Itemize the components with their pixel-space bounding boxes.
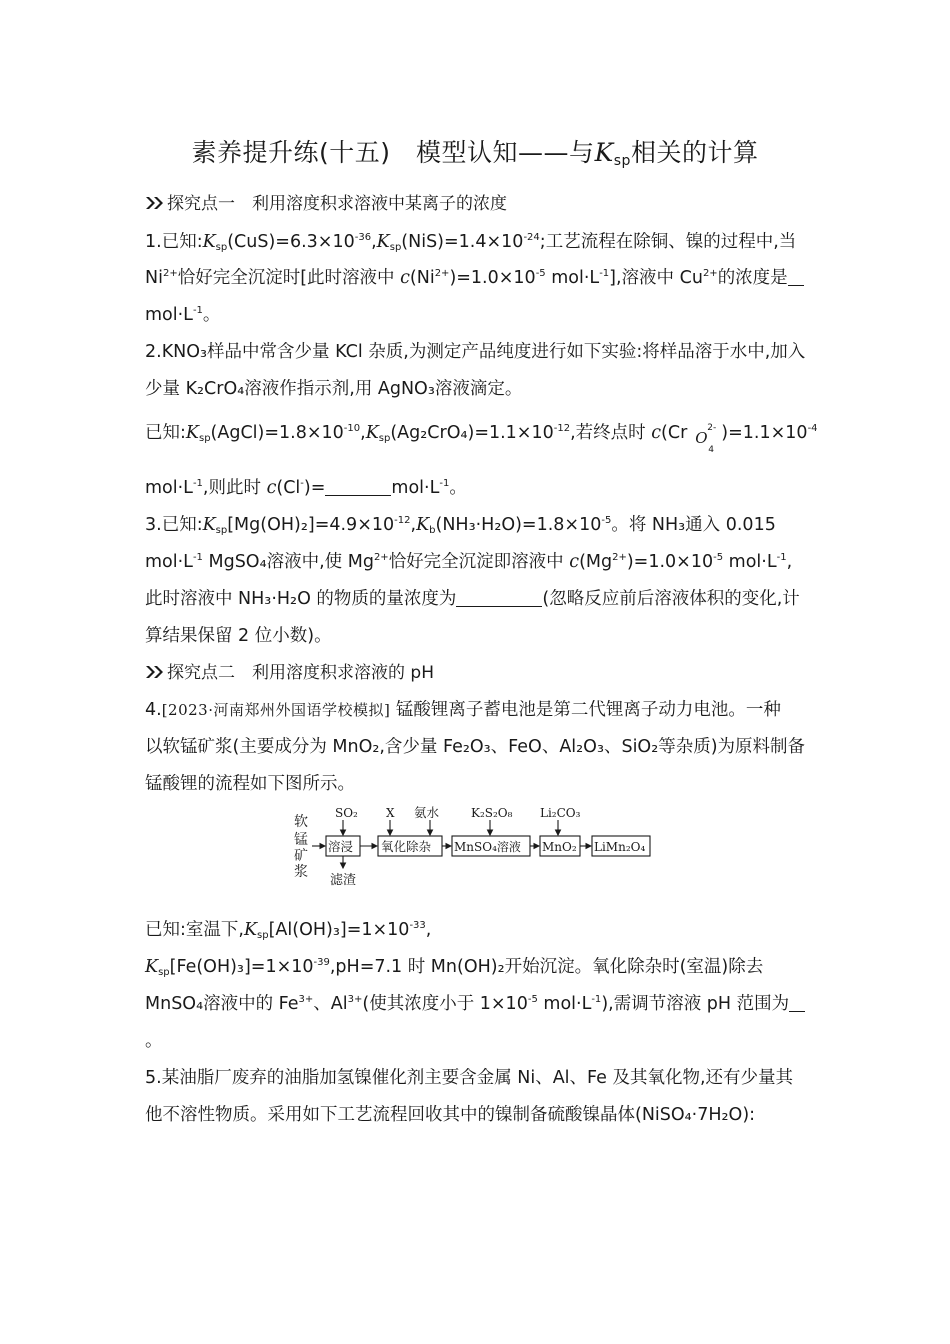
answer-blank[interactable] <box>456 588 542 607</box>
q5-line-1: 5.某油脂厂废弃的油脂加氢镍催化剂主要含金属 Ni、Al、Fe 及其氧化物,还有少量其 <box>145 1068 794 1088</box>
q1-line-1: 1.已知$:K_{sp}(CuS)=6.3\times 10^{-36},K_{sp}(NiS)=1.4\times 10^{-24}$;工艺流程在除铜、镍的过程中,当 <box>145 232 797 253</box>
q4-given-line-2: $K_{sp}[Fe(OH)_3]=1\times 10^{-39},pH=7.1$ 时 Mn(OH)₂开始沉淀。氧化除杂时(室温)除去 <box>145 957 764 978</box>
page-title: 素养提升练(十五) 模型认知——与$K_{sp}$相关的计算 <box>191 138 759 169</box>
flow-input-label: X <box>386 806 395 820</box>
question-source: [2023·河南郑州外国语学校模拟] <box>161 701 391 719</box>
section-heading-1: 探究点一 利用溶度积求溶液中某离子的浓度 <box>145 192 507 216</box>
flow-box-label: 氧化除杂 <box>381 839 432 854</box>
q4-given-line-4: 。 <box>145 1031 163 1051</box>
q4-given-line-3: MnSO₄溶液中的 $Fe^{3+}$、$Al^{3+}$(使其浓度小于 $1\times 10^{-5}$ $mol\cdot L^{-1}$),需调节溶液 pH 范围为 <box>145 992 805 1016</box>
flow-box-label: LiMn₂O₄ <box>594 840 646 854</box>
q2-line-4: $mol\cdot L^{-1}$,则此时 $c(Cl^-)= mol\cdot L^{-1}$。 <box>145 478 467 498</box>
chromate-ion: 2- O 4 <box>695 423 717 455</box>
flow-start-char: 锰 <box>294 832 308 848</box>
q2-line-1: 2.KNO₃样品中常含少量 KCl 杂质,为测定产品纯度进行如下实验:将样品溶于水中,加入 <box>145 342 806 362</box>
q3-line-2: $mol\cdot L^{-1}$ MgSO₄溶液中,使 $Mg^{2+}$恰好完全沉淀即溶液中 $c(Mg^{2+})=1.0\times 10^{-5}$ $mol\cdot L^{-1}$, <box>145 552 793 572</box>
flow-box-label: MnO₂ <box>542 840 577 854</box>
q3-line-1: 3.已知$:K_{sp}[Mg(OH)_2]=4.9\times 10^{-12},K_b(NH_3\cdot H_2O)=1.8\times 10^{-5}$。将 NH₃通入 0.015 <box>145 515 776 536</box>
q4-line-1: 4.[2023·河南郑州外国语学校模拟] 锰酸锂离子蓄电池是第二代锂离子动力电池。一种 <box>145 700 781 720</box>
double-chevron-icon <box>145 665 165 679</box>
q1-line-2: $Ni^{2+}$恰好完全沉淀时[此时溶液中 $c(Ni^{2+})=1.0\times 10^{-5}$ $mol\cdot L^{-1}$],溶液中 $Cu^{2+}$的浓度是 <box>145 266 804 290</box>
q3-line-4: 算结果保留 2 位小数)。 <box>145 626 332 646</box>
flow-start-char: 矿 <box>294 848 308 864</box>
section-heading-2: 探究点二 利用溶度积求溶液的 pH <box>145 661 434 685</box>
flow-input-label: SO₂ <box>335 806 358 820</box>
flow-input-label: K₂S₂O₈ <box>471 806 513 820</box>
flow-input-label: 氨水 <box>414 805 440 820</box>
q2-line-3: 已知$:K_{sp}(AgCl)=1.8\times 10^{-10},K_{sp}(Ag_2CrO_4)=1.1\times 10^{-12}$,若终点时 c(Cr 2- O 4 )$=1.1\times 10^{-4}$ <box>145 414 818 445</box>
process-flow-diagram <box>290 804 660 889</box>
flow-box-label: 溶浸 <box>328 839 354 854</box>
q4-line-3: 锰酸锂的流程如下图所示。 <box>145 774 355 794</box>
q1-line-3: $mol\cdot L^{-1}$。 <box>145 305 221 325</box>
q4-line-2: 以软锰矿浆(主要成分为 MnO₂,含少量 Fe₂O₃、FeO、Al₂O₃、SiO₂等杂质)为原料制备 <box>145 737 806 757</box>
q4-given-line-1: 已知:室温下$,K_{sp}[Al(OH)_3]=1\times 10^{-33}$, <box>145 920 432 941</box>
flow-start-char: 软 <box>294 814 308 830</box>
flow-start-char: 浆 <box>294 864 308 880</box>
q3-line-3: 此时溶液中 NH₃·H₂O 的物质的量浓度为 (忽略反应前后溶液体积的变化,计 <box>145 589 800 609</box>
q2-line-2: 少量 K₂CrO₄溶液作指示剂,用 AgNO₃溶液滴定。 <box>145 379 523 399</box>
q5-line-2: 他不溶性物质。采用如下工艺流程回收其中的镍制备硫酸镍晶体(NiSO₄·7H₂O): <box>145 1105 756 1125</box>
answer-blank[interactable] <box>788 267 804 286</box>
answer-blank[interactable] <box>789 993 805 1012</box>
double-chevron-icon <box>145 196 165 210</box>
flow-box-label: MnSO₄溶液 <box>454 840 521 854</box>
flow-output-label: 滤渣 <box>330 873 357 888</box>
flow-input-label: Li₂CO₃ <box>540 806 581 820</box>
answer-blank[interactable] <box>325 477 391 496</box>
